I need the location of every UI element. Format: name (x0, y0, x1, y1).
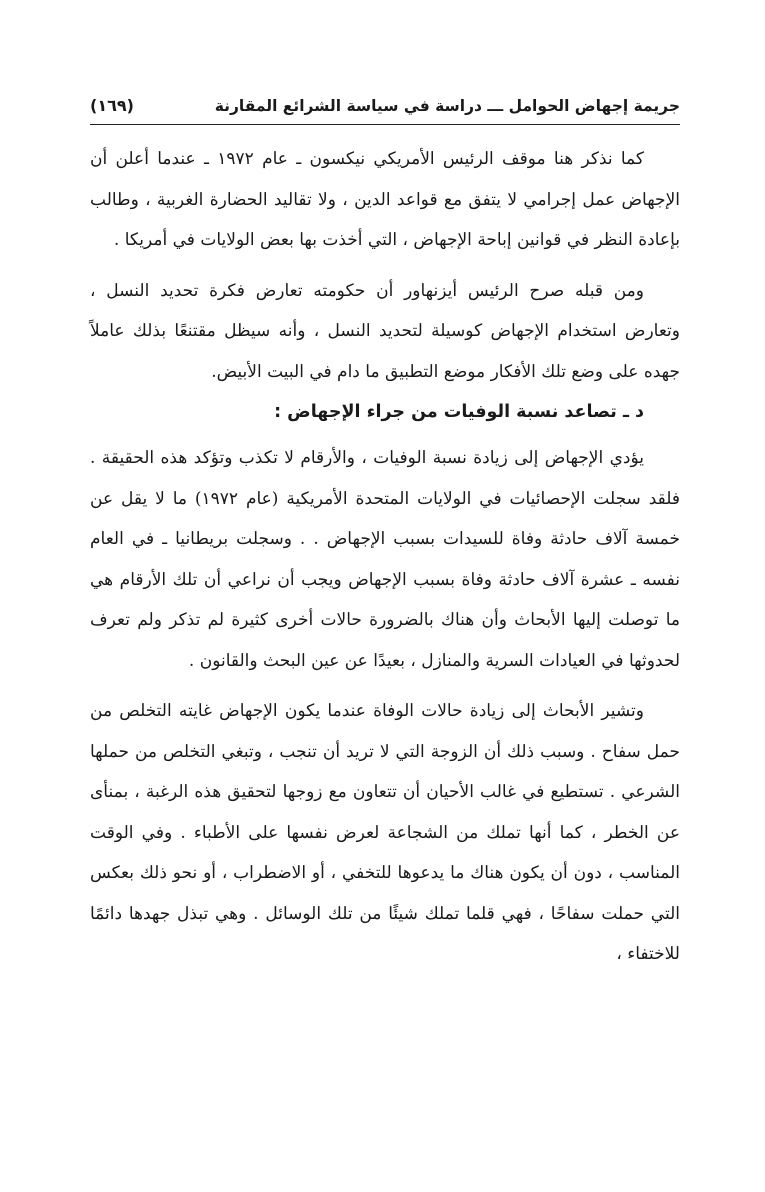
paragraph-nixon: كما نذكر هنا موقف الرئيس الأمريكي نيكسون ـ عام ١٩٧٢ ـ عندما أعلن أن الإجهاض عمل إجرامي لا يتفق مع قواعد الدين ، ولا تقاليد الحضارة الغربية ، وطالب بإعادة النظر في قوانين إباحة الإجهاض ، التي أخذت بها بعض الولايات في أمريكا . (90, 149, 680, 250)
running-header (90, 96, 680, 125)
section-heading: د ـ تصاعد نسبة الوفيات من جراء الإجهاض : (274, 402, 644, 422)
document-page (90, 96, 680, 1096)
paragraph-eisenhower: ومن قبله صرح الرئيس أيزنهاور أن حكومته تعارض فكرة تحديد النسل ، وتعارض استخدام الإجهاض كوسيلة لتحديد النسل ، وأنه سيظل مقتنعًا بذلك عاملاً جهده على وضع تلك الأفكار موضع التطبيق ما دام في البيت الأبيض. (90, 280, 680, 382)
paragraph-mortality-causes: وتشير الأبحاث إلى زيادة حالات الوفاة عندما يكون الإجهاض غايته التخلص من حمل سفاح . وسبب ذلك أن الزوجة التي لا تريد أن تنجب ، وتبغي التخلص من حملها الشرعي . تستطيع في غالب الأحيان أن تتعاون مع زوجها لتحقيق هذه الرغبة ، بمنأى عن الخطر ، كما أنها تملك من الشجاعة لعرض نفسها على الأطباء . وفي الوقت المناسب ، دون أن يكون هناك ما يدعوها للتخفي ، أو الاضطراب ، أو نحو ذلك بعكس التي حملت سفاحًا ، فهي قلما تملك شيئًا من تلك الوسائل . وهي تبذل جهدها دائمًا للاختفاء ، (90, 701, 680, 964)
page-number: (١٦٩) (90, 96, 134, 115)
body-text (90, 139, 680, 975)
paragraph-mortality-statistics: يؤدي الإجهاض إلى زيادة نسبة الوفيات ، والأرقام لا تكذب وتؤكد هذه الحقيقة . فلقد سجلت الإحصائيات في الولايات المتحدة الأمريكية (عام ١٩٧٢) ما لا يقل عن خمسة آلاف حادثة وفاة للسيدات بسبب الإجهاض . . وسجلت بريطانيا ـ في العام نفسه ـ عشرة آلاف حادثة وفاة بسبب الإجهاض ويجب أن نراعي أن تلك الأرقام هي ما توصلت إليها الأبحاث وأن هناك بالضرورة حالات أخرى كثيرة لم تذكر ولم تعرف لحدوثها في العيادات السرية والمنازل ، بعيدًا عن عين البحث والقانون . (90, 448, 680, 671)
running-header-title: جريمة إجهاض الحوامل ـــ دراسة في سياسة الشرائع المقارنة (214, 97, 680, 115)
